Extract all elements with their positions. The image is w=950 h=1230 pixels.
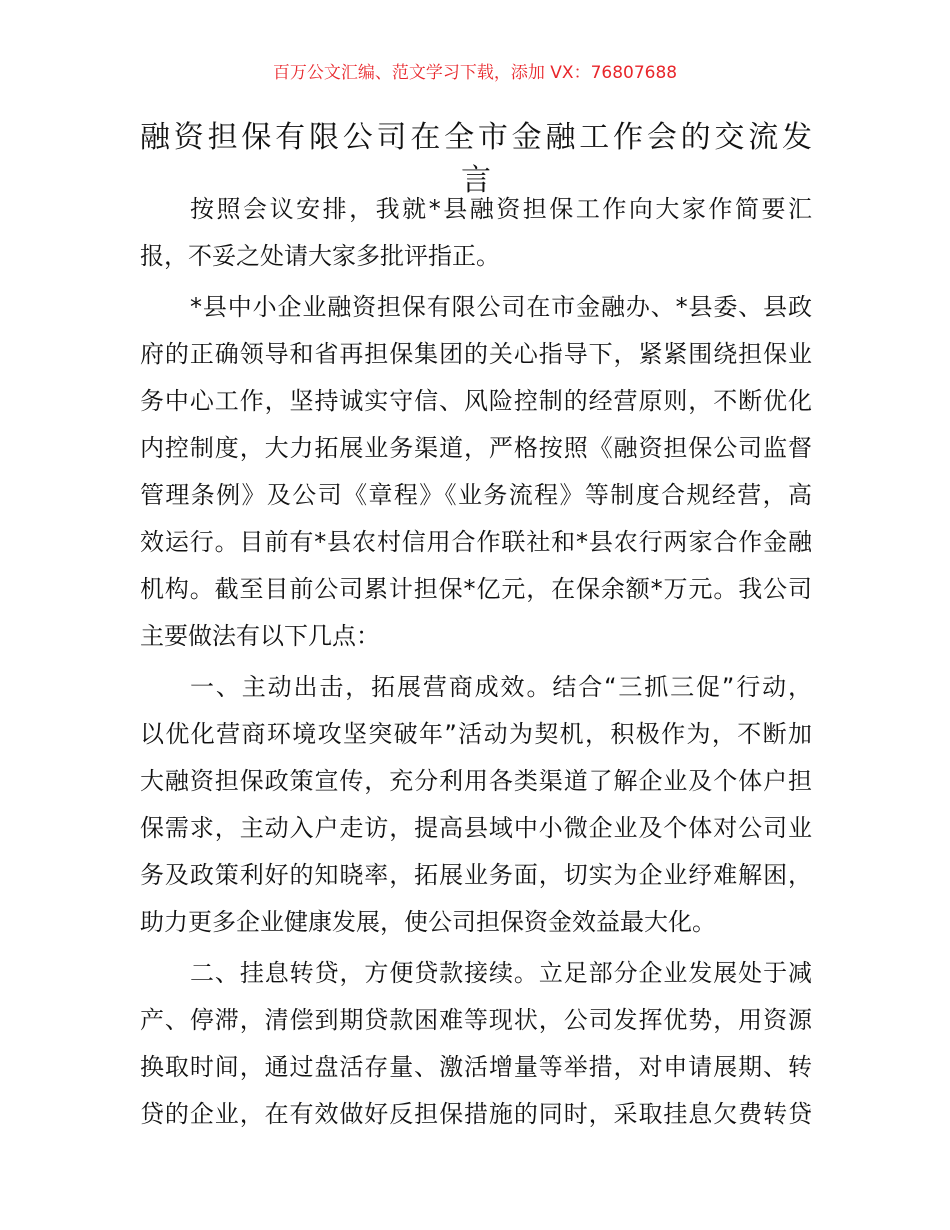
paragraph-line: 主要做法有以下几点：	[140, 622, 380, 650]
paragraph-line: 一、主动出击，拓展营商成效。结合“三抓三促”行动，	[190, 673, 812, 701]
paragraph-line: 按照会议安排，我就*县融资担保工作向大家作简要汇	[190, 195, 812, 223]
paragraph-line: 贷的企业，在有效做好反担保措施的同时，采取挂息欠费转贷	[140, 1100, 812, 1128]
paragraph-line: *县中小企业融资担保有限公司在市金融办、*县委、县政	[190, 293, 812, 321]
paragraph-line: 二、挂息转贷，方便贷款接续。立足部分企业发展处于减	[190, 959, 812, 987]
title-line: 融资担保有限公司在全市金融工作会的交流发	[140, 120, 812, 155]
paragraph-line: 务及政策利好的知晓率，拓展业务面，切实为企业纾难解困，	[140, 861, 812, 889]
paragraph-line: 机构。截至目前公司累计担保*亿元，在保余额*万元。我公司	[140, 575, 812, 603]
paragraph-line: 效运行。目前有*县农村信用合作联社和*县农行两家合作金融	[140, 528, 812, 556]
paragraph-line: 保需求，主动入户走访，提高县域中小微企业及个体对公司业	[140, 814, 812, 842]
paragraph-line: 务中心工作，坚持诚实守信、风险控制的经营原则，不断优化	[140, 387, 812, 415]
paragraph	[140, 284, 812, 660]
paragraph	[140, 664, 812, 946]
document-body	[140, 186, 812, 1142]
title-line: 言	[461, 163, 491, 198]
paragraph	[140, 950, 812, 1138]
paragraph-line: 助力更多企业健康发展，使公司担保资金效益最大化。	[140, 908, 716, 936]
paragraph-line: 以优化营商环境攻坚突破年”活动为契机，积极作为，不断加	[140, 720, 812, 748]
paragraph-line: 产、停滞，清偿到期贷款困难等现状，公司发挥优势，用资源	[140, 1006, 812, 1034]
paragraph-line: 大融资担保政策宣传，充分利用各类渠道了解企业及个体户担	[140, 767, 812, 795]
paragraph-line: 内控制度，大力拓展业务渠道，严格按照《融资担保公司监督	[140, 434, 812, 462]
paragraph-line: 府的正确领导和省再担保集团的关心指导下，紧紧围绕担保业	[140, 340, 812, 368]
paragraph-line: 报，不妥之处请大家多批评指正。	[140, 242, 500, 270]
paragraph-line: 管理条例》及公司《章程》《业务流程》等制度合规经营，高	[140, 481, 812, 509]
paragraph-line: 换取时间，通过盘活存量、激活增量等举措，对申请展期、转	[140, 1053, 812, 1081]
watermark-banner: 百万公文汇编、范文学习下载，添加 VX：76807688	[272, 63, 678, 83]
paragraph	[140, 186, 812, 280]
